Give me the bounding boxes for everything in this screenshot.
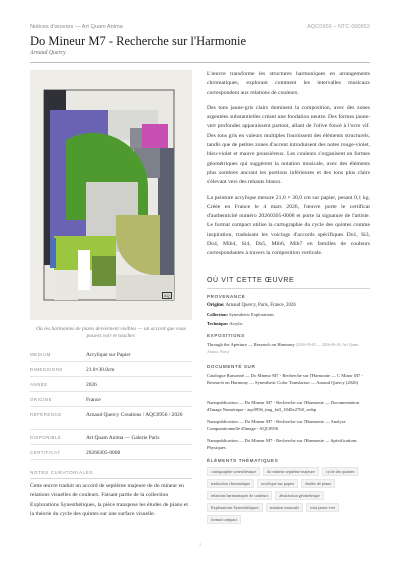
description-paragraph: Des tons jaune-gris clairs dominent la composition, avec des zones argentées substantielles créant une fondation neutre. Des formes jaune-vert profondes apparaissent partout, allant de l'olive foncé à l'ocre vif. Des tons gris en valeurs multiples fournissent des éléments structurels, tandis que de petites zones d'accent introduisent des notes rouge-violet, bleu-violet et mauve poussiéreux. Les couleurs s'organisent en formes géométriques qui suggèrent la notation musicale, avec des éléments plus sombres ancrant les portions inférieures et des tons plus clairs s'élevant vers des rehauts blancs. (207, 104, 370, 186)
meta-value: 2026 (86, 382, 97, 388)
header-divider (30, 62, 370, 63)
page-number: 1 (198, 542, 202, 547)
artwork-caption: Où les harmonies de piano deviennent visibles — un accord que vous pouvez voir et toucher. (36, 326, 186, 340)
meta-row-reference (30, 407, 192, 430)
description-paragraph: La peinture acrylique mesure 21,0 × 30,0 cm sur papier, pesant 0,1 kg. Créée en France le 4 mars 2026, l'œuvre porte le certificat d'authenticité numéro 20260305-0008 et porte la signature de l'artiste. Le format compact utilise la cartographie du cycle des quintes comme inspiration, traduisant les voicings d'accords spécifiques Do1, Si3, Do4, Mib4, Si4, Do5, Mib6, Mib7 en familles de couleurs correspondantes à travers la composition verticale. (207, 194, 370, 257)
section-title-where: OÙ VIT CETTE ŒUVRE (207, 277, 295, 284)
meta-row-medium (30, 347, 192, 362)
notes-divider (30, 478, 192, 479)
theme-tag[interactable]: cycle des quintes (322, 467, 359, 476)
provenance-collection: Collection: Synesthetic Explorations (207, 312, 274, 317)
curatorial-notes-heading: NOTES CURATORIALES (30, 470, 94, 475)
provenance-technique: Technique: Acrylic (207, 321, 243, 326)
theme-tag[interactable]: tons jaune-vert (306, 503, 339, 512)
theme-tags (207, 467, 370, 524)
theme-tag[interactable]: do mineur septième majeure (263, 467, 319, 476)
meta-row-origin (30, 392, 192, 407)
meta-key: ANNÉE (30, 382, 48, 387)
metadata-table (30, 347, 192, 460)
documentation-link[interactable]: Catalogue Raisonné — Do Mineur M7 - Recherche sur l'Harmonie — C Minor M7 - Research on Harmony — Synesthetic Color Translation — Arnaud Quercy (2026) (207, 373, 363, 385)
documentation-link[interactable]: Nanopublication — Do Mineur M7 - Recherche sur l'Harmonie — Analyse Computationnelle d'Image - AQC0956 (207, 419, 346, 431)
meta-key: DIMENSIONS (30, 367, 63, 372)
meta-value: Acrylique sur Papier (86, 352, 131, 358)
breadcrumb[interactable]: Notices d'œuvres — Art Quam Anima (30, 24, 123, 30)
meta-row-available (30, 430, 192, 445)
meta-value[interactable]: Art Quam Anima — Galerie Paris (86, 435, 160, 441)
meta-row-dimensions (30, 362, 192, 377)
meta-key: MEDIUM (30, 352, 51, 357)
artist-signature-mark: AQ (164, 293, 170, 298)
theme-tag[interactable]: cartographie synesthésique (207, 467, 260, 476)
documented-on-heading: DOCUMENTÉ SUR (207, 364, 256, 369)
theme-tag[interactable]: Explorations Synesthétiques (207, 503, 263, 512)
provenance-origin: Origine: Arnaud Quercy, Paris, France, 2026 (207, 303, 296, 308)
meta-key: CERTIFICAT (30, 450, 61, 455)
meta-key: DISPONIBLE (30, 435, 62, 440)
top-bar (30, 24, 370, 34)
theme-tag[interactable]: notation musicale (266, 503, 304, 512)
theme-tag[interactable]: format compact (207, 515, 241, 524)
theme-tag[interactable]: études de piano (301, 479, 335, 488)
artwork-description (207, 70, 370, 265)
provenance-heading: PROVENANCE (207, 294, 246, 299)
section-divider (207, 288, 370, 289)
meta-value: 21.0×30.0cm (86, 367, 115, 373)
documentation-link[interactable]: Nanopublication — Do Mineur M7 - Recherche sur l'Harmonie — Spécifications Physiques (207, 438, 357, 450)
meta-row-certificate (30, 445, 192, 460)
reference-code: AQC0956 – NTC-000652 (307, 24, 370, 30)
artwork-image[interactable] (30, 70, 192, 320)
theme-tag[interactable]: traduction chromatique (207, 479, 254, 488)
exhibitions-heading: EXPOSITIONS (207, 333, 245, 338)
theme-tag[interactable]: abstraction géométrique (275, 491, 323, 500)
meta-key: ORIGINE (30, 397, 53, 402)
meta-value: 20260305-0008 (86, 450, 121, 456)
theme-tag[interactable]: relations harmoniques de couleurs (207, 491, 272, 500)
meta-key: RÉFÉRENCE (30, 412, 62, 417)
artwork-painting (30, 70, 192, 320)
exhibition-item[interactable]: Through the Aperture — Research on Harmony (2026-03-05 — 2026-06-30, Art Quam Anima, Paris) (207, 342, 359, 354)
documentation-link[interactable]: Nanopublication — Do Mineur M7 - Recherche sur l'Harmonie — Documentation d'Image Numérique - aqc0956_img_full_1840x2760_webp (207, 400, 360, 412)
meta-value: Arnaud Quercy Creations / AQC0956 / 2026 (86, 412, 183, 418)
curatorial-notes-text: Cette œuvre traduit un accord de septième majeure de do mineur en relations visuelles de couleurs. Faisant partie de la collection Explorations Synesthétiques, la pièce transpose les études de piano et la théorie du cycle des quintes sur une surface visuelle. (30, 483, 188, 518)
description-paragraph: L'œuvre transforme les structures harmoniques en arrangements chromatiques, explorant comment les intervalles musicaux correspondent aux relations de couleurs. (207, 71, 370, 96)
artist-name[interactable]: Arnaud Quercy (30, 50, 66, 56)
themes-heading: ÉLÉMENTS THÉMATIQUES (207, 458, 279, 463)
page-title: Do Mineur M7 - Recherche sur l'Harmonie (30, 34, 247, 48)
theme-tag[interactable]: acrylique sur papier (257, 479, 298, 488)
meta-row-year (30, 377, 192, 392)
meta-value: France (86, 397, 101, 403)
